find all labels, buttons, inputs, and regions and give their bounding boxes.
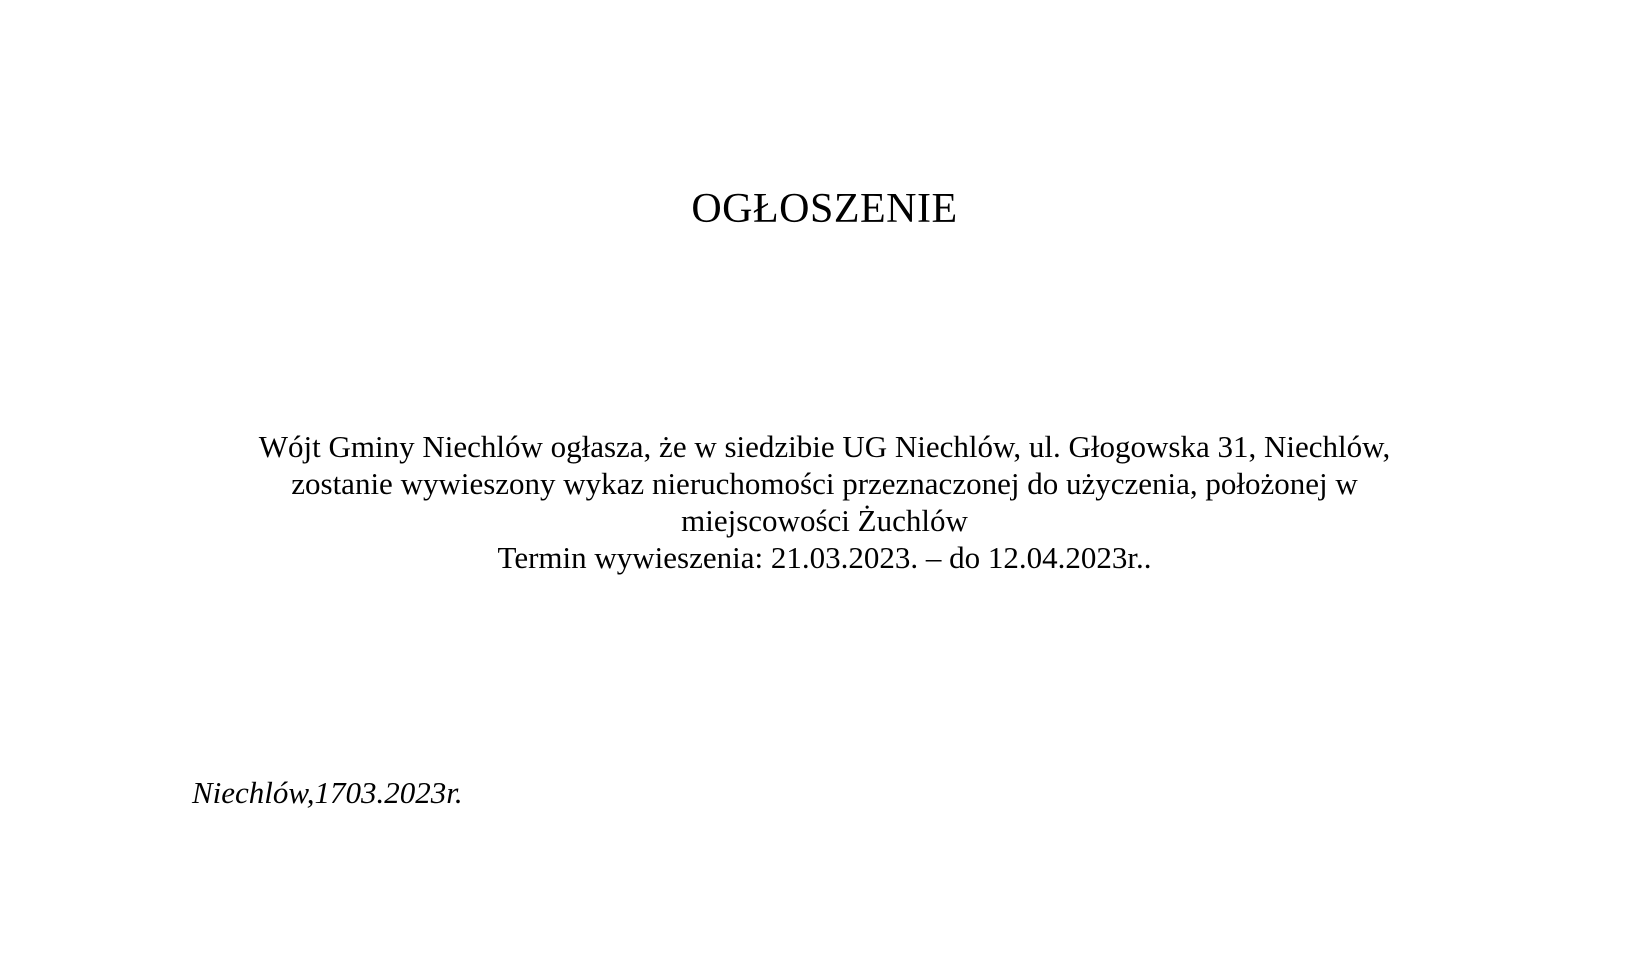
document-title: OGŁOSZENIE (691, 186, 958, 232)
posting-period-line: Termin wywieszenia: 21.03.2023. – do 12.04.2023r.. (497, 540, 1152, 575)
announcement-line-3: miejscowości Żuchlów (681, 503, 968, 538)
announcement-line-2: zostanie wywieszony wykaz nieruchomości przeznaczonej do użyczenia, położonej w (291, 466, 1358, 501)
place-and-date: Niechlów,1703.2023r. (192, 775, 463, 810)
announcement-body (150, 428, 1499, 576)
announcement-line-1: Wójt Gminy Niechlów ogłasza, że w siedzibie UG Niechlów, ul. Głogowska 31, Niechlów, (258, 429, 1391, 464)
